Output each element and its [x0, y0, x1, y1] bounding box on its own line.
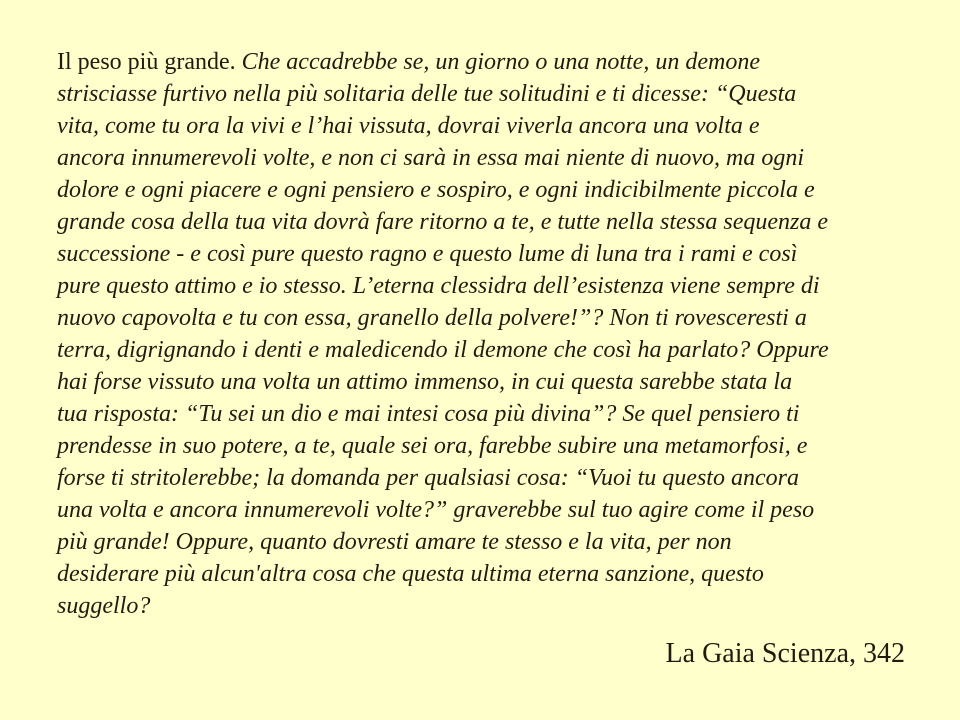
- passage-line: [57, 206, 917, 238]
- passage-line-text: desiderare più alcun'altra cosa che questa ultima eterna sanzione, questo: [57, 561, 764, 587]
- passage-line-text: tua risposta: “Tu sei un dio e mai intesi cosa più divina”? Se quel pensiero ti: [57, 401, 800, 427]
- passage-line: [57, 302, 917, 334]
- passage-line: [57, 398, 917, 430]
- passage-line-text: successione - e così pure questo ragno e questo lume di luna tra i rami e così: [57, 241, 798, 267]
- passage-line-text: terra, digrignando i denti e maledicendo il demone che così ha parlato? Oppure: [57, 337, 829, 363]
- passage-line: [57, 270, 917, 302]
- citation: La Gaia Scienza, 342: [665, 638, 905, 669]
- passage-line-text: strisciasse furtivo nella più solitaria delle tue solitudini e ti dicesse: “Questa: [57, 81, 797, 107]
- passage-line-text: grande cosa della tua vita dovrà fare ritorno a te, e tutte nella stessa sequenza e: [57, 209, 828, 235]
- passage-line: [57, 238, 917, 270]
- passage-line-text: suggello?: [57, 593, 151, 619]
- passage-line: [57, 334, 917, 366]
- passage-line-text: hai forse vissuto una volta un attimo immenso, in cui questa sarebbe stata la: [57, 369, 793, 395]
- passage-line-text: prendesse in suo potere, a te, quale sei ora, farebbe subire una metamorfosi, e: [57, 433, 808, 459]
- passage-line: [57, 174, 917, 206]
- passage-line: [57, 462, 917, 494]
- passage-line: [57, 46, 917, 78]
- passage-line-text: una volta e ancora innumerevoli volte?” graverebbe sul tuo agire come il peso: [57, 497, 815, 523]
- passage: [57, 46, 917, 622]
- passage-line: [57, 430, 917, 462]
- passage-line-text: dolore e ogni piacere e ogni pensiero e sospiro, e ogni indicibilmente piccola e: [57, 177, 815, 203]
- passage-line-text: pure questo attimo e io stesso. L’eterna clessidra dell’esistenza viene sempre di: [57, 273, 820, 299]
- passage-line-text: Che accadrebbe se, un giorno o una notte, un demone: [241, 49, 760, 75]
- passage-line: [57, 78, 917, 110]
- passage-line-text: forse ti stritolerebbe; la domanda per qualsiasi cosa: “Vuoi tu questo ancora: [57, 465, 799, 491]
- passage-line-text: più grande! Oppure, quanto dovresti amare te stesso e la vita, per non: [57, 529, 732, 555]
- passage-line: [57, 526, 917, 558]
- passage-line: [57, 494, 917, 526]
- passage-line: [57, 142, 917, 174]
- passage-title: Il peso più grande.: [57, 49, 242, 75]
- passage-line: [57, 110, 917, 142]
- passage-line-text: ancora innumerevoli volte, e non ci sarà in essa mai niente di nuovo, ma ogni: [57, 145, 804, 171]
- passage-line-text: vita, come tu ora la vivi e l’hai vissuta, dovrai viverla ancora una volta e: [57, 113, 760, 139]
- passage-line: [57, 366, 917, 398]
- passage-line-text: nuovo capovolta e tu con essa, granello della polvere!”? Non ti rovesceresti a: [57, 305, 807, 331]
- passage-line: [57, 590, 917, 622]
- passage-line: [57, 558, 917, 590]
